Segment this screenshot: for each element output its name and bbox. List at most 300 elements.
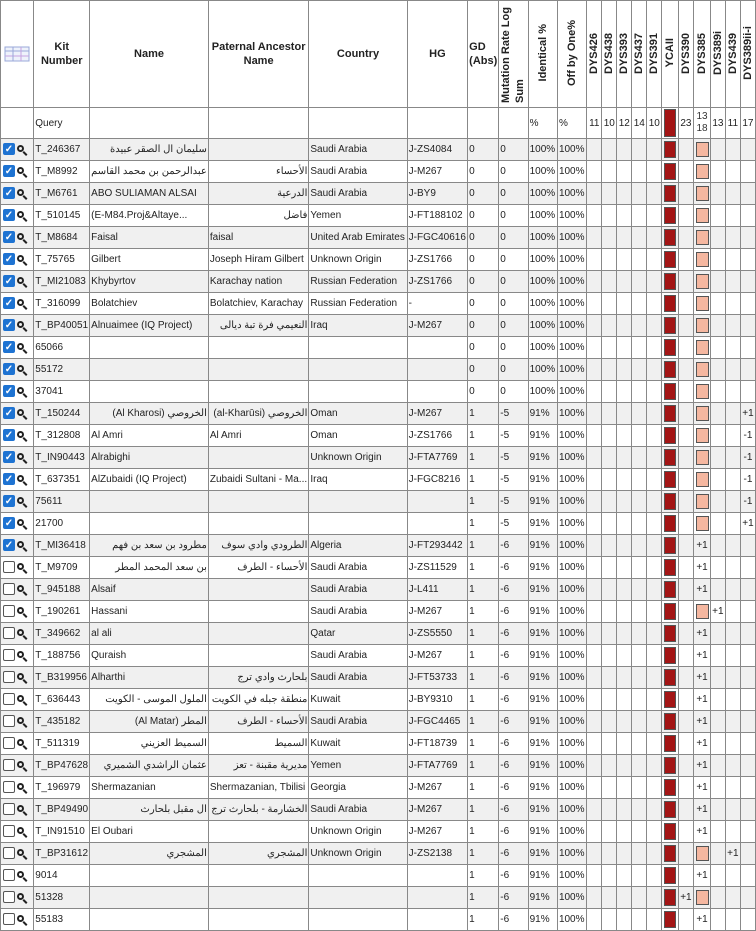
table-row <box>1 139 756 161</box>
name[interactable]: Khybyrtov <box>90 271 209 293</box>
ancestor-name <box>208 359 309 381</box>
ancestor-name: النعيمي فرة تبة ديالى <box>208 315 309 337</box>
name[interactable]: عثمان الراشدي الشميري <box>90 755 209 777</box>
checkbox-icon[interactable]: ✓ <box>4 540 14 552</box>
dys439-cell <box>725 557 740 579</box>
table-row <box>1 799 756 821</box>
name[interactable]: ال مقبل بلحارث <box>90 799 209 821</box>
magnifier-icon[interactable] <box>17 717 24 724</box>
magnifier-icon[interactable] <box>17 849 24 856</box>
name[interactable]: AlZubaidi (IQ Project) <box>90 469 209 491</box>
kit-number[interactable]: T_190261 <box>34 601 90 623</box>
table-row <box>1 315 756 337</box>
name[interactable]: al ali <box>90 623 209 645</box>
checkbox-icon[interactable] <box>3 583 15 595</box>
checkbox-icon[interactable] <box>3 671 15 683</box>
header-marker[interactable] <box>662 1 678 108</box>
magnifier-icon[interactable] <box>17 541 24 548</box>
kit-number[interactable]: T_637351 <box>34 469 90 491</box>
name[interactable]: El Oubari <box>90 821 209 843</box>
kit-number[interactable]: T_B319956 <box>34 667 90 689</box>
marker-cell <box>602 337 617 359</box>
ancestor-name: السميط <box>208 733 309 755</box>
marker-cell <box>587 227 602 249</box>
haplogroup: J-M267 <box>407 403 467 425</box>
header-marker[interactable] <box>587 1 602 108</box>
ycaii-swatch <box>664 163 676 180</box>
table-row <box>1 491 756 513</box>
header-offby[interactable] <box>557 1 586 108</box>
kit-number[interactable]: T_196979 <box>34 777 90 799</box>
dys385-cell: +1 <box>694 821 711 843</box>
kit-number[interactable]: T_M9709 <box>34 557 90 579</box>
header-marker[interactable] <box>710 1 725 108</box>
haplogroup: J-M267 <box>407 161 467 183</box>
checkbox-icon[interactable] <box>3 847 15 859</box>
kit-number[interactable]: T_188756 <box>34 645 90 667</box>
checkbox-icon[interactable] <box>3 803 15 815</box>
marker-cell <box>647 315 662 337</box>
genetic-distance: 1 <box>468 799 499 821</box>
name[interactable] <box>90 887 209 909</box>
magnifier-icon[interactable] <box>17 651 24 658</box>
name[interactable] <box>90 359 209 381</box>
marker-cell <box>602 447 617 469</box>
ycaii-cell <box>662 799 678 821</box>
magnifier-icon[interactable] <box>17 915 24 922</box>
header-marker[interactable] <box>602 1 617 108</box>
marker-cell <box>587 755 602 777</box>
genetic-distance: 1 <box>468 645 499 667</box>
magnifier-icon[interactable] <box>17 145 24 152</box>
marker-cell <box>587 623 602 645</box>
country: Saudi Arabia <box>309 139 407 161</box>
marker-cell <box>587 733 602 755</box>
ancestor-name: الأحساء <box>208 161 309 183</box>
magnifier-icon[interactable] <box>17 299 24 306</box>
checkbox-icon[interactable] <box>3 627 15 639</box>
kit-number[interactable]: T_435182 <box>34 711 90 733</box>
identical-percent: 91% <box>528 601 557 623</box>
ycaii-swatch <box>664 109 676 137</box>
header-kit-number[interactable]: Kit Number <box>34 1 90 108</box>
checkbox-icon[interactable]: ✓ <box>4 188 14 200</box>
header-marker[interactable] <box>740 1 755 108</box>
name[interactable] <box>90 865 209 887</box>
offby-percent: 100% <box>557 337 586 359</box>
dys389i-cell <box>710 535 725 557</box>
mutation-rate: 0 <box>499 271 528 293</box>
kit-number[interactable]: T_511319 <box>34 733 90 755</box>
magnifier-icon[interactable] <box>17 189 24 196</box>
name[interactable]: Gilbert <box>90 249 209 271</box>
header-hg[interactable]: HG <box>407 1 467 108</box>
query-marker: 13 <box>710 108 725 139</box>
identical-percent: 91% <box>528 865 557 887</box>
magnifier-icon[interactable] <box>17 277 24 284</box>
identical-percent: 91% <box>528 733 557 755</box>
dys389i-cell <box>710 337 725 359</box>
kit-number[interactable]: 55183 <box>34 909 90 931</box>
row-select-cell <box>1 161 34 183</box>
checkbox-icon[interactable]: ✓ <box>4 452 14 464</box>
magnifier-icon[interactable] <box>17 387 24 394</box>
haplogroup: J-L411 <box>407 579 467 601</box>
identical-percent: 91% <box>528 403 557 425</box>
checkbox-icon[interactable] <box>3 693 15 705</box>
magnifier-icon[interactable] <box>17 321 24 328</box>
name[interactable]: Alsaif <box>90 579 209 601</box>
checkbox-icon[interactable]: ✓ <box>4 210 14 222</box>
name[interactable]: عبدالرحمن بن محمد القاسم <box>90 161 209 183</box>
offby-percent: 100% <box>557 293 586 315</box>
magnifier-icon[interactable] <box>17 695 24 702</box>
query-marker: 12 <box>617 108 632 139</box>
marker-cell <box>587 403 602 425</box>
magnifier-icon[interactable] <box>17 167 24 174</box>
checkbox-icon[interactable]: ✓ <box>4 474 14 486</box>
kit-number[interactable]: T_MI36418 <box>34 535 90 557</box>
country: Unknown Origin <box>309 447 407 469</box>
kit-number[interactable]: 65066 <box>34 337 90 359</box>
magnifier-icon[interactable] <box>17 629 24 636</box>
identical-percent: 91% <box>528 513 557 535</box>
haplogroup: - <box>407 293 467 315</box>
header-country[interactable]: Country <box>309 1 407 108</box>
marker-cell <box>617 557 632 579</box>
marker-cell <box>632 139 647 161</box>
ancestor-name <box>208 513 309 535</box>
marker-cell <box>587 799 602 821</box>
dys389ii-cell: +1 <box>740 403 755 425</box>
kit-number[interactable]: T_IN91510 <box>34 821 90 843</box>
ycaii-swatch <box>664 427 676 444</box>
kit-number[interactable]: T_246367 <box>34 139 90 161</box>
magnifier-icon[interactable] <box>17 497 24 504</box>
kit-number[interactable]: T_75765 <box>34 249 90 271</box>
dys385-cell <box>694 183 711 205</box>
magnifier-icon[interactable] <box>17 211 24 218</box>
magnifier-icon[interactable] <box>17 893 24 900</box>
genetic-distance: 1 <box>468 887 499 909</box>
country: Saudi Arabia <box>309 711 407 733</box>
dys389ii-cell: -1 <box>740 425 755 447</box>
name[interactable]: Faisal <box>90 227 209 249</box>
checkbox-icon[interactable]: ✓ <box>4 276 14 288</box>
marker-cell <box>647 623 662 645</box>
header-row <box>1 1 756 108</box>
dys389ii-cell: -1 <box>740 447 755 469</box>
header-gd[interactable]: GD (Abs) <box>468 1 499 108</box>
ycaii-swatch <box>664 339 676 356</box>
dys389ii-cell <box>740 271 755 293</box>
checkbox-icon[interactable] <box>3 891 15 903</box>
dys439-cell <box>725 623 740 645</box>
magnifier-icon[interactable] <box>17 255 24 262</box>
magnifier-icon[interactable] <box>17 431 24 438</box>
name[interactable]: الملول الموسى - الكويت <box>90 689 209 711</box>
name[interactable]: الخروصي (Al Kharosi) <box>90 403 209 425</box>
name[interactable] <box>90 337 209 359</box>
kit-number[interactable]: T_M8992 <box>34 161 90 183</box>
dys390-cell <box>678 799 694 821</box>
header-marker[interactable] <box>632 1 647 108</box>
magnifier-icon[interactable] <box>17 409 24 416</box>
name[interactable]: Quraish <box>90 645 209 667</box>
checkbox-icon[interactable]: ✓ <box>4 320 14 332</box>
magnifier-icon[interactable] <box>17 607 24 614</box>
name[interactable]: Alnuaimee (IQ Project) <box>90 315 209 337</box>
kit-number[interactable]: T_150244 <box>34 403 90 425</box>
checkbox-icon[interactable]: ✓ <box>4 342 14 354</box>
kit-number[interactable]: T_BP40051 <box>34 315 90 337</box>
checkbox-icon[interactable] <box>3 825 15 837</box>
name[interactable]: المطر (Al Matar) <box>90 711 209 733</box>
offby-percent: 100% <box>557 425 586 447</box>
genetic-distance: 0 <box>468 271 499 293</box>
magnifier-icon[interactable] <box>17 233 24 240</box>
magnifier-icon[interactable] <box>17 805 24 812</box>
checkbox-icon[interactable] <box>3 561 15 573</box>
checkbox-icon[interactable]: ✓ <box>4 430 14 442</box>
country <box>309 381 407 403</box>
checkbox-icon[interactable] <box>3 869 15 881</box>
checkbox-icon[interactable]: ✓ <box>4 166 14 178</box>
query-empty <box>499 108 528 139</box>
dys389ii-cell <box>740 821 755 843</box>
mutation-rate: -6 <box>499 865 528 887</box>
header-name[interactable]: Name <box>90 1 209 108</box>
marker-cell <box>617 139 632 161</box>
header-logo <box>1 1 34 108</box>
checkbox-icon[interactable] <box>3 649 15 661</box>
dys390-cell <box>678 249 694 271</box>
kit-number[interactable]: 9014 <box>34 865 90 887</box>
dys439-cell <box>725 183 740 205</box>
kit-number[interactable]: T_945188 <box>34 579 90 601</box>
ycaii-cell <box>662 491 678 513</box>
kit-number[interactable]: 51328 <box>34 887 90 909</box>
name[interactable]: بن سعد المحمد المطر <box>90 557 209 579</box>
dys439-cell <box>725 865 740 887</box>
marker-cell <box>602 579 617 601</box>
kit-number[interactable]: 55172 <box>34 359 90 381</box>
dys389i-cell <box>710 491 725 513</box>
table-row <box>1 645 756 667</box>
magnifier-icon[interactable] <box>17 453 24 460</box>
checkbox-icon[interactable] <box>3 715 15 727</box>
mutation-rate: 0 <box>499 205 528 227</box>
identical-percent: 100% <box>528 381 557 403</box>
magnifier-icon[interactable] <box>17 585 24 592</box>
checkbox-icon[interactable] <box>3 913 15 925</box>
dys439-cell <box>725 821 740 843</box>
header-marker[interactable] <box>647 1 662 108</box>
haplogroup: J-ZS11529 <box>407 557 467 579</box>
magnifier-icon[interactable] <box>17 871 24 878</box>
checkbox-icon[interactable]: ✓ <box>4 232 14 244</box>
header-marker[interactable] <box>725 1 740 108</box>
magnifier-icon[interactable] <box>17 519 24 526</box>
row-select-cell <box>1 645 34 667</box>
magnifier-icon[interactable] <box>17 673 24 680</box>
table-row <box>1 381 756 403</box>
dys389ii-cell <box>740 887 755 909</box>
offby-percent: 100% <box>557 865 586 887</box>
checkbox-icon[interactable]: ✓ <box>4 144 14 156</box>
marker-cell <box>587 645 602 667</box>
kit-number[interactable]: T_316099 <box>34 293 90 315</box>
marker-cell <box>617 183 632 205</box>
checkbox-icon[interactable]: ✓ <box>4 364 14 376</box>
genetic-distance: 0 <box>468 337 499 359</box>
name[interactable]: Shermazanian <box>90 777 209 799</box>
marker-cell <box>632 359 647 381</box>
dys389i-cell <box>710 425 725 447</box>
name[interactable]: Alrabighi <box>90 447 209 469</box>
dys439-cell <box>725 403 740 425</box>
kit-number[interactable]: T_MI21083 <box>34 271 90 293</box>
checkbox-icon[interactable]: ✓ <box>4 518 14 530</box>
table-row <box>1 183 756 205</box>
checkbox-icon[interactable] <box>3 737 15 749</box>
identical-percent: 100% <box>528 161 557 183</box>
name[interactable]: المشجري <box>90 843 209 865</box>
dys389ii-cell <box>740 161 755 183</box>
header-marker[interactable] <box>617 1 632 108</box>
marker-cell <box>602 249 617 271</box>
magnifier-icon[interactable] <box>17 739 24 746</box>
table-row <box>1 689 756 711</box>
kit-number[interactable]: T_M6761 <box>34 183 90 205</box>
magnifier-icon[interactable] <box>17 761 24 768</box>
header-marker[interactable] <box>678 1 694 108</box>
magnifier-icon[interactable] <box>17 365 24 372</box>
magnifier-icon[interactable] <box>17 475 24 482</box>
header-identical[interactable] <box>528 1 557 108</box>
ycaii-cell <box>662 623 678 645</box>
kit-number[interactable]: T_M8684 <box>34 227 90 249</box>
marker-cell <box>632 667 647 689</box>
dys389ii-cell <box>740 777 755 799</box>
dys389i-cell <box>710 777 725 799</box>
ancestor-name: الخشارمة - بلحارث ترج <box>208 799 309 821</box>
ycaii-swatch <box>664 471 676 488</box>
ycaii-swatch <box>664 449 676 466</box>
haplogroup: J-M267 <box>407 645 467 667</box>
kit-number[interactable]: T_510145 <box>34 205 90 227</box>
mutation-rate: -6 <box>499 777 528 799</box>
name[interactable]: Al Amri <box>90 425 209 447</box>
ycaii-cell <box>662 557 678 579</box>
checkbox-icon[interactable]: ✓ <box>4 408 14 420</box>
marker-cell <box>602 403 617 425</box>
name[interactable] <box>90 381 209 403</box>
checkbox-icon[interactable]: ✓ <box>4 254 14 266</box>
genetic-distance: 1 <box>468 909 499 931</box>
magnifier-icon[interactable] <box>17 783 24 790</box>
dys389ii-cell <box>740 579 755 601</box>
dys389ii-cell <box>740 843 755 865</box>
ycaii-swatch <box>664 801 676 818</box>
ancestor-name: المشجري <box>208 843 309 865</box>
checkbox-icon[interactable] <box>3 605 15 617</box>
kit-number[interactable]: T_BP47628 <box>34 755 90 777</box>
query-marker: 10 <box>647 108 662 139</box>
kit-number[interactable]: 37041 <box>34 381 90 403</box>
name[interactable]: مطرود بن سعد بن فهم <box>90 535 209 557</box>
offby-percent: 100% <box>557 513 586 535</box>
marker-cell <box>632 469 647 491</box>
ancestor-name: منطقة جبله في الكويت <box>208 689 309 711</box>
name[interactable]: Alharthi <box>90 667 209 689</box>
dys385-swatch <box>696 230 709 245</box>
kit-number[interactable]: 75611 <box>34 491 90 513</box>
query-empty <box>468 108 499 139</box>
name[interactable] <box>90 909 209 931</box>
identical-percent: 91% <box>528 755 557 777</box>
checkbox-icon[interactable]: ✓ <box>4 386 14 398</box>
checkbox-icon[interactable] <box>3 781 15 793</box>
identical-percent: 91% <box>528 821 557 843</box>
name[interactable] <box>90 513 209 535</box>
genetic-distance: 1 <box>468 425 499 447</box>
checkbox-icon[interactable]: ✓ <box>4 496 14 508</box>
magnifier-icon[interactable] <box>17 827 24 834</box>
marker-cell <box>587 843 602 865</box>
kit-number[interactable]: T_349662 <box>34 623 90 645</box>
kit-number[interactable]: T_BP31612 <box>34 843 90 865</box>
kit-number[interactable]: T_BP49490 <box>34 799 90 821</box>
name[interactable]: سليمان ال الصقر عبيدة <box>90 139 209 161</box>
table-row <box>1 249 756 271</box>
magnifier-icon[interactable] <box>17 343 24 350</box>
magnifier-icon[interactable] <box>17 563 24 570</box>
name[interactable]: ABO SULIAMAN ALSAI <box>90 183 209 205</box>
offby-percent: 100% <box>557 601 586 623</box>
country: Oman <box>309 403 407 425</box>
name[interactable]: Hassani <box>90 601 209 623</box>
marker-cell <box>602 821 617 843</box>
header-marker[interactable] <box>694 1 711 108</box>
country: Saudi Arabia <box>309 579 407 601</box>
marker-cell <box>602 601 617 623</box>
ycaii-swatch <box>664 823 676 840</box>
mutation-rate: -6 <box>499 733 528 755</box>
kit-number[interactable]: T_312808 <box>34 425 90 447</box>
marker-cell <box>647 821 662 843</box>
dys385-swatch <box>696 142 709 157</box>
checkbox-icon[interactable] <box>3 759 15 771</box>
name[interactable]: Bolatchiev <box>90 293 209 315</box>
marker-cell <box>617 623 632 645</box>
offby-percent: 100% <box>557 447 586 469</box>
table-row <box>1 227 756 249</box>
header-mutation-rate[interactable] <box>499 1 528 108</box>
dys385-cell <box>694 139 711 161</box>
dys385-swatch <box>696 274 709 289</box>
dys389ii-cell <box>740 359 755 381</box>
dys385-cell: +1 <box>694 909 711 931</box>
header-ancestor[interactable]: Paternal Ancestor Name <box>208 1 309 108</box>
name[interactable]: السميط العزيني <box>90 733 209 755</box>
kit-number[interactable]: T_636443 <box>34 689 90 711</box>
checkbox-icon[interactable]: ✓ <box>4 298 14 310</box>
kit-number[interactable]: T_IN90443 <box>34 447 90 469</box>
name[interactable]: (E-M84.Proj&Altaye... <box>90 205 209 227</box>
kit-number[interactable]: 21700 <box>34 513 90 535</box>
name[interactable] <box>90 491 209 513</box>
